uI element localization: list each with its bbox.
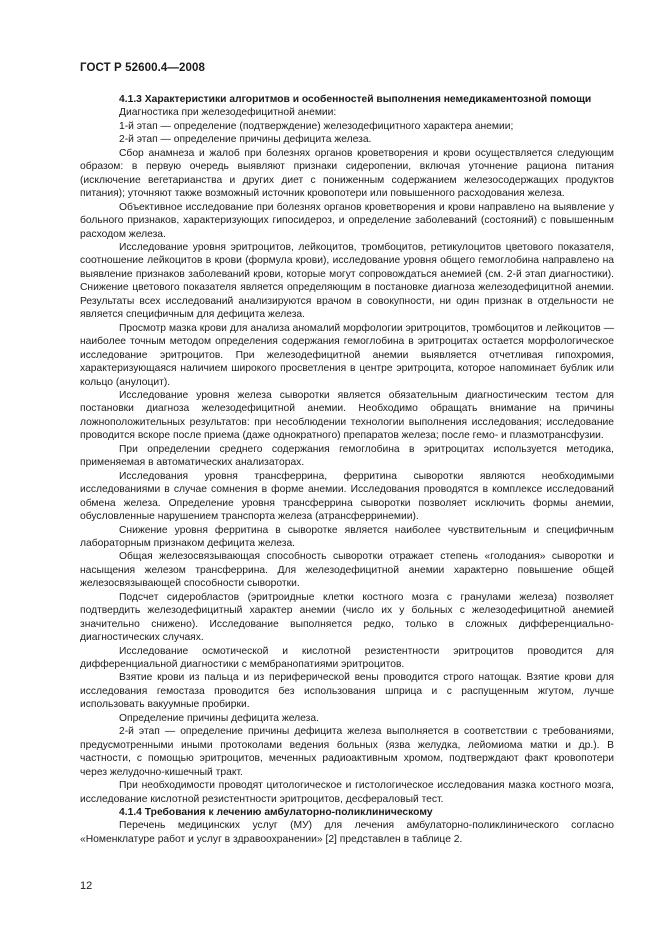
paragraph: Исследование осмотической и кислотной резистентности эритроцитов проводится для дифференциальной диагностики с мембранопатиями эритроцитов.: [80, 645, 614, 671]
paragraph: Сбор анамнеза и жалоб при болезнях органов кроветворения и крови осуществляется следующим образом: в первую очередь выявляют признаки сидеропении, включая уточнение рациона питания (исключение вегетарианства и других диет с пониженным содержанием железосодержащих продуктов питания); уточняют также возможный источник кровопотери или повышенного расходования железа.: [80, 147, 614, 200]
document-body: [80, 93, 614, 846]
document-header: ГОСТ Р 52600.4—2008: [80, 62, 205, 74]
paragraph: 1-й этап — определение (подтверждение) железодефицитного характера анемии;: [119, 120, 514, 132]
paragraph: Взятие крови из пальца и из периферической вены проводится строго натощак. Взятие крови для исследования гемостаза проводится без использования шприца и с распущенным жгутом, лучше использовать вакуумные пробирки.: [80, 672, 614, 711]
section-heading-4-1-4: 4.1.4 Требования к лечению амбулаторно-поликлиническому: [119, 807, 433, 819]
paragraph: Общая железосвязывающая способность сыворотки отражает степень «голодания» сыворотки и насыщения железом трансферрина. Для железодефицитной анемии характерно повышение общей железосвязывающей способности сыворотки.: [80, 551, 614, 590]
paragraph: Исследование уровня эритроцитов, лейкоцитов, тромбоцитов, ретикулоцитов цветового показателя, соотношение лейкоцитов в крови (формула крови), исследование уровня общего гемоглобина направлено на выявление признаков заболеваний крови, которые могут сопровождаться анемией (см. 2-й этап диагностики). Снижение цветового показателя является определяющим в постановке диагноза железодефицитной анемии. Результаты всех исследований анализируются врачом в совокупности, ни один признак в отдельности не является специфичным для дефицита железа.: [80, 241, 614, 321]
paragraph: 2-й этап — определение причины дефицита железа.: [119, 134, 372, 146]
paragraph: При определении среднего содержания гемоглобина в эритроцитах используется методика, применяемая в автоматических анализаторах.: [80, 443, 614, 469]
paragraph: Определение причины дефицита железа.: [119, 712, 319, 724]
paragraph: Исследование уровня железа сыворотки является обязательным диагностическим тестом для постановки диагноза железодефицитной анемии. Необходимо обращать внимание на причины ложноположительных результатов: при несоблюдении технологии выполнения исследования; исследование проводится вскоре после приема (даже однократного) препаратов железа; после гемо- и плазмотрансфузии.: [80, 389, 614, 442]
paragraph: Перечень медицинских услуг (МУ) для лечения амбулаторно-поликлинического согласно «Номенклатуре работ и услуг в здравоохранении» [2] представлен в таблице 2.: [80, 820, 614, 845]
paragraph: Подсчет сидеробластов (эритроидные клетки костного мозга с гранулами железа) позволяет подтвердить железодефицитный характер анемии (число их у больных с железодефицитной анемией значительно снижено). Исследование выполняется редко, только в сложных дифференциально-диагностических случаях.: [80, 591, 614, 644]
page-number: 12: [80, 880, 93, 892]
paragraph: Исследования уровня трансферрина, ферритина сыворотки являются необходимыми исследованиями в случае сомнения в форме анемии. Исследования проводятся в комплексе исследований обмена железа. Определение уровня трансферрина сыворотки позволяет исключить формы анемии, обусловленные нарушением транспорта железа (атрансферринемии).: [80, 470, 614, 523]
section-heading-4-1-3: 4.1.3 Характеристики алгоритмов и особенностей выполнения немедикаментозной помощи: [119, 94, 592, 105]
paragraph: Снижение уровня ферритина в сыворотке является наиболее чувствительным и специфичным лабораторным признаком дефицита железа.: [80, 524, 614, 549]
paragraph: При необходимости проводят цитологическое и гистологическое исследования мазка костного мозга, исследование кислотной резистентности эритроцитов, десфераловый тест.: [80, 780, 614, 805]
paragraph: Диагностика при железодефицитной анемии:: [119, 107, 337, 119]
paragraph: Объективное исследование при болезнях органов кроветворения и крови направлено на выявление у больного признаков, характеризующих гипосидероз, и определение заболеваний (состояний) с повышенным расходом железа.: [80, 201, 614, 240]
paragraph: 2-й этап — определение причины дефицита железа выполняется в соответствии с требованиями, предусмотренными иными протоколами ведения больных (язва желудка, лейомиома матки и др.). В частности, с помощью эритроцитов, меченных радиоактивным хромом, подтверждают факт кровопотери через желудочно-кишечный тракт.: [80, 726, 614, 778]
paragraph: Просмотр мазка крови для анализа аномалий морфологии эритроцитов, тромбоцитов и лейкоцитов — наиболее точным методом определения содержания гемоглобина в эритроцитах остается морфологическое исследование эритроцитов. При железодефицитной анемии выявляется отчетливая гипохромия, характеризующаяся наличием широкого просветления в центре эритроцита, которое напоминает бублик или кольцо (анулоцит).: [80, 322, 614, 388]
